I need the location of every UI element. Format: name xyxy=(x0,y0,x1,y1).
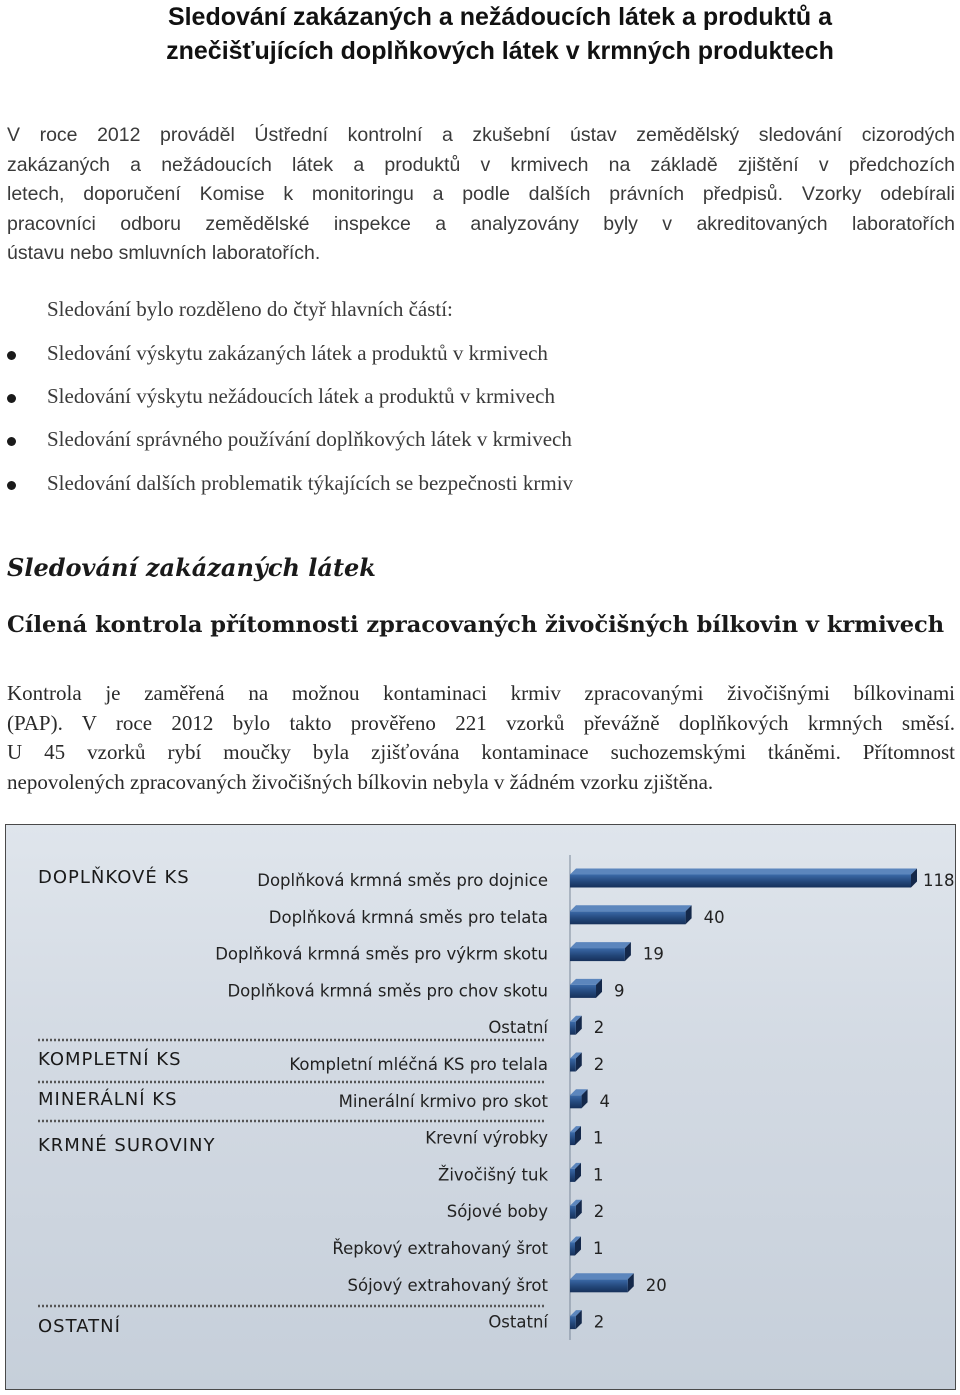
subsection-heading: Cílená kontrola přítomnosti zpracovaných živočišných bílkovin v krmivech xyxy=(7,612,945,638)
bar xyxy=(570,911,686,924)
group-label: KOMPLETNÍ KS xyxy=(38,1049,182,1070)
bullet-item xyxy=(0,341,940,371)
category-label: Doplňková krmná směs pro dojnice xyxy=(257,871,548,890)
category-label: Řepkový extrahovaný šrot xyxy=(332,1239,548,1258)
group-label: KRMNÉ SUROVINY xyxy=(38,1135,216,1156)
control-paragraph xyxy=(7,679,955,797)
bar xyxy=(570,985,596,998)
bullet-icon xyxy=(7,437,16,446)
group-label: MINERÁLNÍ KS xyxy=(38,1089,178,1110)
chart-svg xyxy=(6,825,957,1391)
bar-top-face xyxy=(570,942,631,948)
category-label: Doplňková krmná směs pro telata xyxy=(268,907,548,927)
bar xyxy=(570,875,911,888)
control-line: Kontrola je zaměřená na možnou kontaminaci krmiv zpracovanými živočišnými bílkovinami xyxy=(7,681,955,705)
bar xyxy=(570,1206,576,1219)
bullet-item xyxy=(0,471,940,501)
bullet-text: Sledování správného používání doplňkových látek v krmivech xyxy=(47,427,572,451)
bar xyxy=(570,1243,575,1256)
bullet-icon xyxy=(7,394,16,403)
samples-bar-chart xyxy=(5,824,956,1390)
bar xyxy=(570,1132,575,1145)
parts-intro: Sledování bylo rozděleno do čtyř hlavních částí: xyxy=(47,297,453,321)
category-label: Živočišný tuk xyxy=(438,1165,548,1185)
value-label: 9 xyxy=(614,981,625,1001)
bar xyxy=(570,1095,582,1108)
control-line: nepovolených zpracovaných živočišných bílkovin nebyla v žádném vzorku zjištěna. xyxy=(7,769,714,794)
bullet-text: Sledování výskytu zakázaných látek a produktů v krmivech xyxy=(47,341,548,365)
intro-line: ústavu nebo smluvních laboratořích. xyxy=(7,242,321,264)
intro-paragraph xyxy=(7,121,955,269)
category-label: Sójové boby xyxy=(446,1202,548,1222)
bullet-item xyxy=(0,427,940,457)
category-label: Kompletní mléčná KS pro telala xyxy=(289,1055,548,1074)
bar xyxy=(570,1279,628,1292)
page-title xyxy=(0,0,960,68)
intro-line: V roce 2012 prováděl Ústřední kontrolní a zkušební ústav zemědělský sledování cizorodých xyxy=(7,124,955,146)
bar-top-face xyxy=(570,1273,634,1279)
value-label: 2 xyxy=(593,1312,605,1332)
bar xyxy=(570,1169,575,1182)
bar xyxy=(570,948,625,961)
control-line: (PAP). V roce 2012 bylo takto prověřeno 221 vzorků převážně doplňkových krmných směsí. xyxy=(7,710,955,735)
category-label: Krevní výrobky xyxy=(425,1128,548,1148)
bullet-text: Sledování výskytu nežádoucích látek a produktů v krmivech xyxy=(47,384,555,408)
intro-line: zakázaných a nežádoucích látek a produktů v krmivech na základě zjištění v předchozích xyxy=(7,153,955,176)
value-label: 1 xyxy=(593,1239,604,1258)
category-label: Ostatní xyxy=(488,1312,548,1332)
title-line-1: Sledování zakázaných a nežádoucích látek a produktů a xyxy=(167,3,833,31)
category-label: Minerální krmivo pro skot xyxy=(338,1091,548,1111)
value-label: 19 xyxy=(642,944,664,964)
value-label: 1 xyxy=(593,1165,604,1185)
bar-top-face xyxy=(570,905,692,911)
category-label: Sójový extrahovaný šrot xyxy=(347,1275,548,1295)
intro-line: letech, doporučení Komise k monitoringu a podle dalších právních předpisů. Vzorky odebírali xyxy=(7,183,955,205)
intro-line: pracovníci odboru zemědělské inspekce a analyzovány byly v akreditovaných laboratořích xyxy=(7,212,955,235)
bar-top-face xyxy=(570,869,917,875)
category-label: Doplňková krmná směs pro chov skotu xyxy=(227,981,548,1001)
bullet-text: Sledování dalších problematik týkajících se bezpečnosti krmiv xyxy=(47,471,574,495)
category-label: Doplňková krmná směs pro výkrm skotu xyxy=(215,944,548,964)
group-label: DOPLŇKOVÉ KS xyxy=(38,867,190,888)
bar xyxy=(570,1316,576,1329)
bullet-icon xyxy=(7,481,16,490)
bullet-item xyxy=(0,384,940,414)
value-label: 20 xyxy=(645,1275,667,1295)
value-label: 2 xyxy=(593,1018,605,1038)
section-heading: Sledování zakázaných látek xyxy=(7,553,376,582)
value-label: 2 xyxy=(593,1202,605,1222)
title-line-2: znečišťujících doplňkových látek v krmných produktech xyxy=(166,37,834,65)
bar xyxy=(570,1059,576,1072)
value-label: 2 xyxy=(593,1055,605,1074)
value-label: 1 xyxy=(593,1128,604,1148)
bar xyxy=(570,1022,576,1035)
bullet-icon xyxy=(7,351,16,360)
control-line: U 45 vzorků rybí moučky byla zjišťována kontaminace suchozemskými tkáněmi. Přítomnost xyxy=(7,740,955,764)
group-label: OSTATNÍ xyxy=(38,1316,121,1337)
value-label: 4 xyxy=(599,1091,611,1111)
value-label: 118 xyxy=(923,871,955,890)
value-label: 40 xyxy=(703,907,725,927)
category-label: Ostatní xyxy=(488,1018,548,1038)
